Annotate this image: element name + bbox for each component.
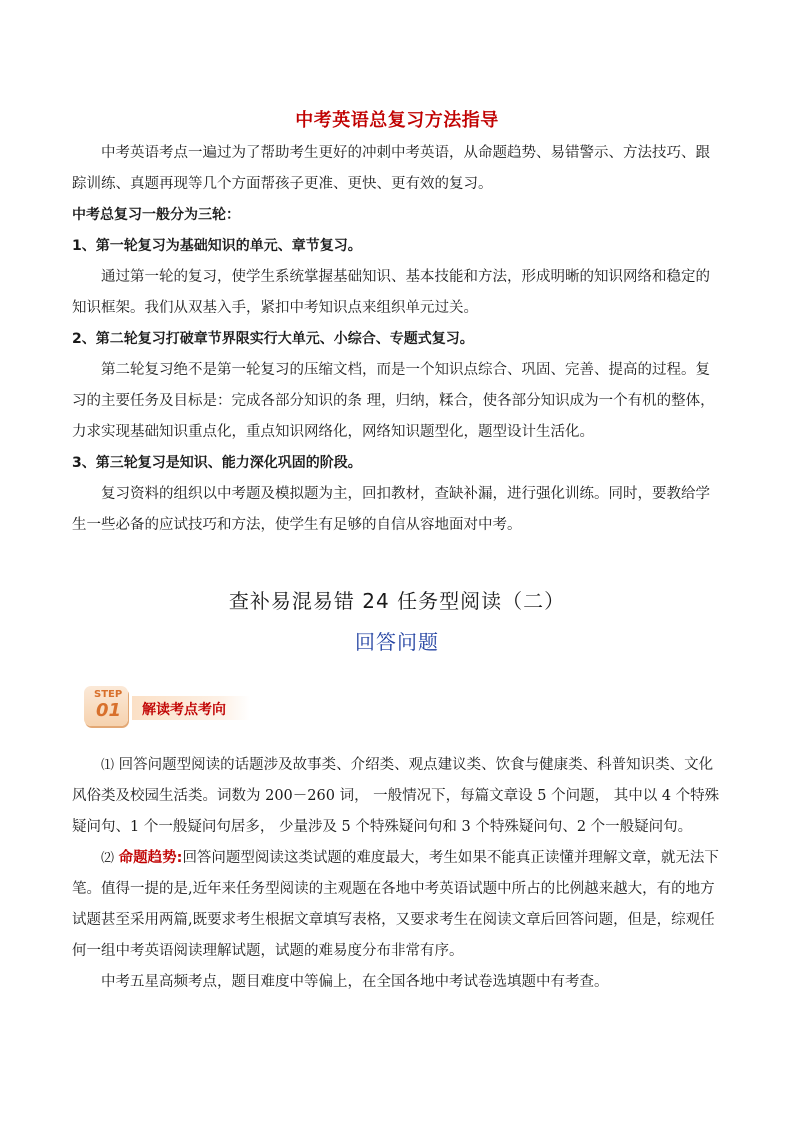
round-3-heading: 3、第三轮复习是知识、能力深化巩固的阶段。 [72,455,362,471]
item-number-2: ⑵ [101,851,115,866]
item-number-1: ⑴ [101,758,115,773]
step-number: 01 [96,700,122,721]
content-text-2: 回答问题型阅读这类试题的难度最大，考生如果不能真正读懂并理解文章，就无法下笔。值得一提的是,近年来任务型阅读的主观题在各地中考英语试题中所占的比例越来越大，有的地方试题甚至采用两篇,既要求考生根据文章填写表格，又要求考生在阅读文章后回答问题，但是，综观任何一组中考英语阅读理解试题，试题的难易度分布非常有序。 [72,850,719,959]
trend-label: 命题趋势: [118,850,183,866]
step-label: 解读考点考向 [142,702,226,718]
content-paragraph-3: 中考五星高频考点，题目难度中等偏上，在全国各地中考试卷选填题中有考查。 [101,974,609,990]
round-1-heading: 1、第一轮复习为基础知识的单元、章节复习。 [72,238,362,254]
round-2-heading: 2、第二轮复习打破章节界限实行大单元、小综合、专题式复习。 [72,331,474,347]
intro-block [72,138,724,541]
content-block [72,750,724,998]
round-2-paragraph: 第二轮复习绝不是第一轮复习的压缩文档，而是一个知识点综合、巩固、完善、提高的过程。复习的主要任务及目标是：完成各部分知识的条 理，归纳，糅合，使各部分知识成为一个有机的整体，力求实现基础知识重点化，重点知识网络化，网络知识题型化，题型设计生活化。 [72,362,715,440]
step-word: STEP [94,689,123,700]
round-1-paragraph: 通过第一轮的复习，使学生系统掌握基础知识、基本技能和方法，形成明晰的知识网络和稳定的知识框架。我们从双基入手，紧扣中考知识点来组织单元过关。 [72,269,710,316]
content-paragraph-2 [72,843,724,967]
content-paragraph-1 [72,750,724,843]
section-title: 查补易混易错 24 任务型阅读（二） [228,589,566,613]
content-text-1: 回答问题型阅读的话题涉及故事类、介绍类、观点建议类、饮食与健康类、科普知识类、文化风俗类及校园生活类。词数为 200－260 词， 一般情况下，每篇文章设 5 个问题， 其中以 4 个特殊疑问句、1 个一般疑问句居多， 少量涉及 5 个特殊疑问句和 3 个特殊疑问句、2 个一般疑问句。 [72,757,720,835]
step-badge [80,684,260,734]
section-subtitle: 回答问题 [355,630,439,654]
page-title: 中考英语总复习方法指导 [295,110,499,131]
intro-paragraph: 中考英语考点一遍过为了帮助考生更好的冲刺中考英语，从命题趋势、易错警示、方法技巧、跟踪训练、真题再现等几个方面帮孩子更准、更快、更有效的复习。 [72,145,710,192]
rounds-heading: 中考总复习一般分为三轮： [72,207,240,223]
round-3-paragraph: 复习资料的组织以中考题及模拟题为主，回扣教材，查缺补漏，进行强化训练。同时，要教给学生一些必备的应试技巧和方法，使学生有足够的自信从容地面对中考。 [72,486,710,533]
